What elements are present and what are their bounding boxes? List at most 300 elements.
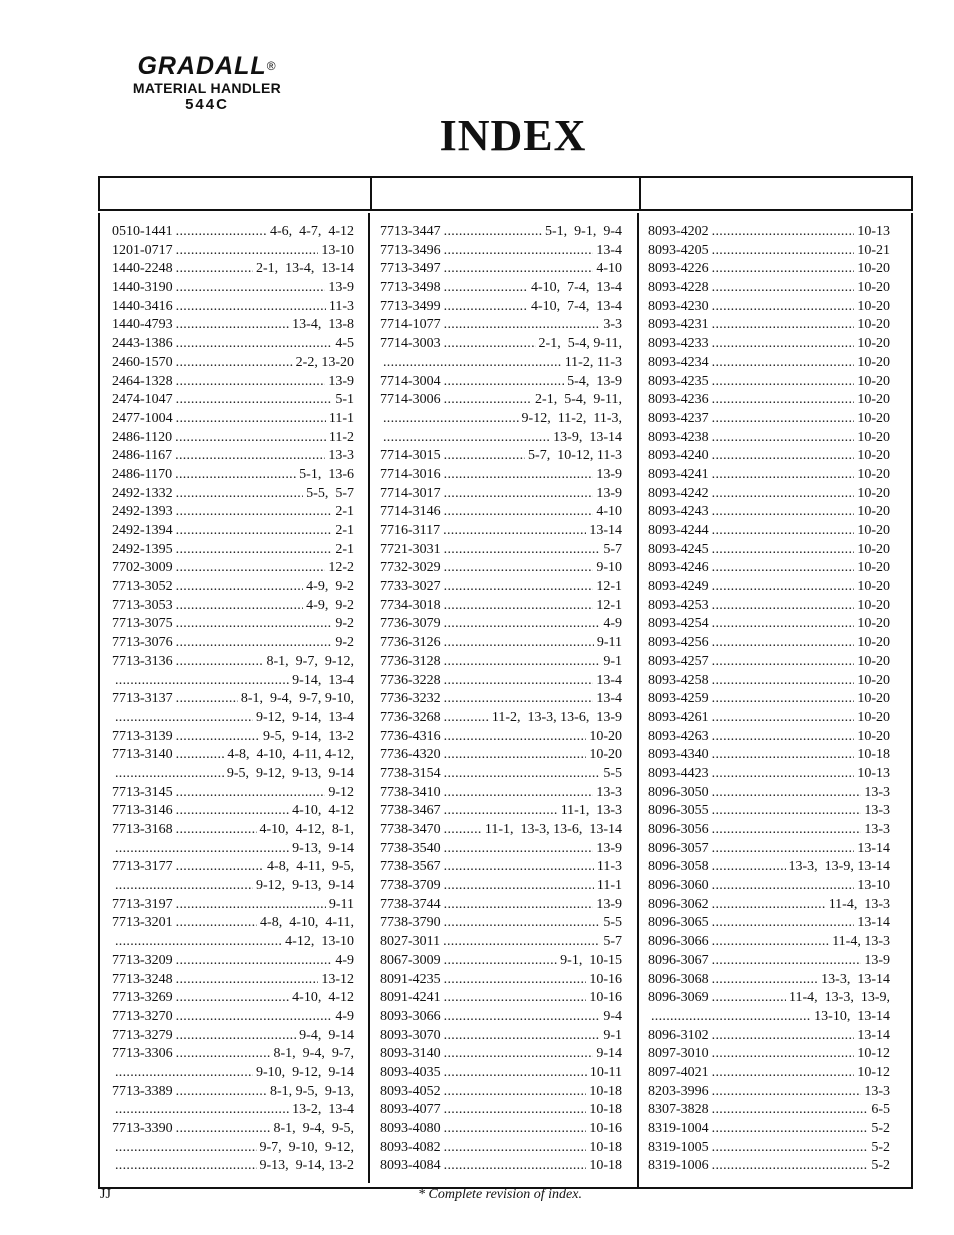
part-number: 7713-3279 <box>112 1027 173 1043</box>
leader-dots <box>176 597 304 616</box>
page-references: 9-7, 9-10, 9-12, <box>259 1139 354 1155</box>
page-references: 5-7, 10-12, 11-3 <box>528 448 622 464</box>
page-references: 10-20 <box>857 336 890 352</box>
page-references: 10-20 <box>857 261 890 277</box>
leader-dots <box>176 485 304 504</box>
leader-dots <box>176 260 253 279</box>
index-entry <box>380 503 622 522</box>
index-entry <box>648 989 890 1008</box>
page-references: 10-20 <box>857 597 890 613</box>
leader-dots <box>444 746 587 765</box>
index-entry <box>380 410 622 429</box>
index-entry <box>380 690 622 709</box>
page-references: 13-3 <box>864 822 890 837</box>
part-number: 7714-3006 <box>380 392 441 408</box>
page-references: 2-1 <box>335 541 354 557</box>
index-entry <box>648 914 890 933</box>
index-entry <box>112 896 354 915</box>
leader-dots <box>444 672 594 691</box>
page-references: 13-3, 13-9, 13-14 <box>788 859 890 875</box>
part-number: 7713-3201 <box>112 915 173 931</box>
page-references: 8-1, 9-5, 9-13, <box>270 1083 354 1099</box>
index-entry <box>380 316 622 335</box>
leader-dots <box>712 223 855 242</box>
part-number: 8093-4258 <box>648 672 709 688</box>
leader-dots <box>444 335 536 354</box>
leader-dots <box>712 653 855 672</box>
index-entry <box>380 447 622 466</box>
part-number: 8093-4242 <box>648 485 709 501</box>
leader-dots <box>444 709 489 728</box>
leader-dots <box>444 541 601 560</box>
page-references: 11-4, 13-3 <box>832 934 890 950</box>
part-number: 8096-3068 <box>648 971 709 987</box>
index-entry <box>112 522 354 541</box>
page-references: 2-1, 13-4, 13-14 <box>256 261 354 277</box>
page-references: 9-11 <box>596 635 622 651</box>
leader-dots <box>176 989 290 1008</box>
leader-dots <box>712 802 862 821</box>
leader-dots <box>383 354 562 373</box>
leader-dots <box>176 373 326 392</box>
leader-dots <box>115 840 289 859</box>
leader-dots <box>712 503 855 522</box>
index-entry <box>380 1101 622 1120</box>
index-entry <box>112 541 354 560</box>
part-number: 8319-1005 <box>648 1139 709 1155</box>
leader-dots <box>176 578 304 597</box>
part-number: 8096-3056 <box>648 822 709 837</box>
part-number: 8093-4080 <box>380 1121 441 1136</box>
part-number: 2486-1120 <box>112 429 173 445</box>
page-references: 4-10, 4-12 <box>292 803 354 819</box>
part-number: 8093-4202 <box>648 224 709 239</box>
page-references: 11-3 <box>328 298 354 314</box>
page-references: 4-8, 4-11, 9-5, <box>267 859 354 875</box>
index-entry <box>380 1064 622 1083</box>
part-number: 8093-4245 <box>648 541 709 557</box>
leader-dots <box>176 802 290 821</box>
index-entry <box>112 1083 354 1102</box>
page-references: 4-8, 4-10, 4-11, <box>260 915 354 931</box>
leader-dots <box>444 279 528 298</box>
part-number: 2486-1167 <box>112 448 173 464</box>
part-number: 7713-3177 <box>112 859 173 875</box>
index-entry <box>112 466 354 485</box>
index-entry <box>380 391 622 410</box>
leader-dots <box>444 858 594 877</box>
page-references: 4-10 <box>596 261 622 277</box>
index-entry <box>112 765 354 784</box>
leader-dots <box>176 541 333 560</box>
page-references: 11-2 <box>328 429 354 445</box>
part-number: 8093-4257 <box>648 653 709 669</box>
index-entry <box>112 971 354 990</box>
leader-dots <box>651 1008 811 1027</box>
index-entry <box>380 466 622 485</box>
part-number: 7713-3306 <box>112 1046 173 1062</box>
index-entry <box>380 354 622 373</box>
index-entry <box>380 765 622 784</box>
leader-dots <box>712 1101 869 1120</box>
leader-dots <box>176 615 333 634</box>
leader-dots <box>176 223 267 242</box>
leader-dots <box>175 447 325 466</box>
index-entry <box>380 933 622 952</box>
index-entry <box>112 821 354 840</box>
page-references: 11-1 <box>328 410 354 426</box>
leader-dots <box>712 522 855 541</box>
leader-dots <box>444 1083 587 1102</box>
page-references: 13-9 <box>596 466 622 482</box>
leader-dots <box>712 1157 869 1176</box>
page-references: 4-9 <box>335 1008 354 1024</box>
page-references: 9-13, 9-14 <box>292 840 354 856</box>
page-references: 6-5 <box>871 1102 890 1118</box>
index-entry <box>112 615 354 634</box>
part-number: 7714-1077 <box>380 317 441 333</box>
part-number: 7738-3410 <box>380 784 441 800</box>
leader-dots <box>444 1157 587 1176</box>
index-entry <box>380 223 622 242</box>
index-entry <box>380 541 622 560</box>
page-references: 10-21 <box>857 242 890 258</box>
part-number: 8096-3055 <box>648 803 709 819</box>
leader-dots <box>444 1027 601 1046</box>
part-number: 1440-3190 <box>112 280 173 296</box>
part-number: 7713-3248 <box>112 971 173 987</box>
page-references: 9-12, 9-14, 13-4 <box>256 709 354 725</box>
part-number: 8096-3062 <box>648 896 709 912</box>
part-number: 7713-3270 <box>112 1008 173 1024</box>
leader-dots <box>444 1101 587 1120</box>
page-references: 13-4 <box>596 672 622 688</box>
leader-dots <box>712 373 855 392</box>
part-number: 7713-3146 <box>112 803 173 819</box>
leader-dots <box>712 765 855 784</box>
index-entry <box>648 746 890 765</box>
page-references: 9-4, 9-14 <box>299 1027 354 1043</box>
page-references: 10-20 <box>857 653 890 669</box>
leader-dots <box>712 298 855 317</box>
page-references: 4-9 <box>603 616 622 632</box>
leader-dots <box>444 223 542 242</box>
page-references: 13-10 <box>857 878 890 894</box>
index-entry <box>112 373 354 392</box>
part-number: 7714-3016 <box>380 466 441 482</box>
index-entry <box>648 896 890 915</box>
index-entry <box>648 1157 890 1176</box>
index-entry <box>380 1083 622 1102</box>
leader-dots <box>712 429 855 448</box>
page-references: 10-20 <box>857 672 890 688</box>
leader-dots <box>176 354 293 373</box>
part-number: 8093-4241 <box>648 466 709 482</box>
page-references: 5-4, 13-9 <box>567 373 622 389</box>
index-entry <box>648 653 890 672</box>
leader-dots <box>712 989 786 1008</box>
page-references: 9-12, 9-13, 9-14 <box>256 878 354 894</box>
index-entry <box>648 784 890 803</box>
leader-dots <box>444 802 558 821</box>
index-entry <box>380 485 622 504</box>
index-entry <box>648 1045 890 1064</box>
index-entry <box>648 373 890 392</box>
page-references: 5-1, 13-6 <box>299 466 354 482</box>
page-references: 13-10 <box>321 242 354 258</box>
leader-dots <box>176 279 326 298</box>
index-entry <box>112 1045 354 1064</box>
index-entry <box>112 503 354 522</box>
index-entry <box>648 503 890 522</box>
page-references: 13-4 <box>596 242 622 258</box>
part-number: 7721-3031 <box>380 541 441 557</box>
page-references: 5-7 <box>603 541 622 557</box>
index-entry <box>648 242 890 261</box>
page-references: 11-1 <box>596 878 622 894</box>
page-references: 9-2 <box>335 635 354 651</box>
leader-dots <box>444 877 594 896</box>
leader-dots <box>444 298 528 317</box>
index-entry <box>648 971 890 990</box>
index-entry <box>112 316 354 335</box>
part-number: 7736-3232 <box>380 691 441 707</box>
page-references: 2-2, 13-20 <box>295 354 354 370</box>
index-entry <box>648 1083 890 1102</box>
index-entry <box>380 578 622 597</box>
leader-dots <box>712 316 855 335</box>
page-references: 10-20 <box>857 448 890 464</box>
part-number: 7736-3126 <box>380 635 441 651</box>
part-number: 7714-3146 <box>380 504 441 520</box>
page-references: 9-1 <box>603 1027 622 1043</box>
leader-dots <box>712 952 862 971</box>
page-references: 13-9 <box>596 896 622 912</box>
index-entry <box>112 447 354 466</box>
index-entry <box>380 1045 622 1064</box>
leader-dots <box>176 821 257 840</box>
leader-dots <box>712 1027 855 1046</box>
page-references: 10-20 <box>857 635 890 651</box>
part-number: 8096-3058 <box>648 859 709 875</box>
part-number: 8093-4259 <box>648 691 709 707</box>
index-entry <box>112 223 354 242</box>
part-number: 8027-3011 <box>380 934 441 950</box>
part-number: 7713-3076 <box>112 635 173 651</box>
part-number: 8093-4249 <box>648 579 709 595</box>
leader-dots <box>712 914 855 933</box>
index-entry <box>648 1027 890 1046</box>
index-entry <box>112 914 354 933</box>
leader-dots <box>115 765 224 784</box>
page-references: 10-20 <box>857 523 890 538</box>
page-references: 8-1, 9-4, 9-7, 9-10, <box>240 691 354 707</box>
part-number: 8093-4228 <box>648 280 709 296</box>
leader-dots <box>712 335 855 354</box>
part-number: 8093-4234 <box>648 354 709 370</box>
part-number: 8093-4256 <box>648 635 709 651</box>
leader-dots <box>712 1045 855 1064</box>
leader-dots <box>176 410 326 429</box>
leader-dots <box>712 672 855 691</box>
part-number: 8093-4205 <box>648 242 709 258</box>
page-references: 9-5, 9-14, 13-2 <box>263 728 354 744</box>
index-entry <box>648 858 890 877</box>
page-references: 10-20 <box>857 392 890 408</box>
index-entry <box>380 877 622 896</box>
index-entry <box>112 242 354 261</box>
part-number: 8093-4231 <box>648 317 709 333</box>
page-references: 4-12, 13-10 <box>285 934 354 950</box>
part-number: 8096-3066 <box>648 934 709 950</box>
part-number: 2486-1170 <box>112 466 173 482</box>
leader-dots <box>175 429 326 448</box>
leader-dots <box>712 746 855 765</box>
page-references: 10-20 <box>857 373 890 389</box>
page-references: 10-20 <box>857 504 890 520</box>
page-references: 5-2 <box>871 1121 890 1136</box>
index-entry <box>112 559 354 578</box>
leader-dots <box>176 858 264 877</box>
part-number: 7736-4320 <box>380 747 441 763</box>
index-entry <box>648 354 890 373</box>
index-entry <box>380 373 622 392</box>
part-number: 0510-1441 <box>112 224 173 239</box>
part-number: 7702-3009 <box>112 560 173 576</box>
page-references: 4-9, 9-2 <box>306 597 354 613</box>
leader-dots <box>712 1083 862 1102</box>
index-entry <box>112 1064 354 1083</box>
part-number: 8093-4240 <box>648 448 709 464</box>
index-entry <box>380 1157 622 1176</box>
index-entry <box>648 709 890 728</box>
leader-dots <box>444 260 594 279</box>
part-number: 8093-4084 <box>380 1158 441 1174</box>
index-entry <box>648 316 890 335</box>
part-number: 7713-3137 <box>112 691 173 707</box>
page-references: 8-1, 9-4, 9-5, <box>273 1121 354 1136</box>
page-references: 5-2 <box>871 1158 890 1174</box>
index-entry <box>112 1101 354 1120</box>
leader-dots <box>712 541 855 560</box>
index-column-2 <box>380 223 622 1176</box>
part-number: 2492-1332 <box>112 485 173 501</box>
page-references: 11-1, 13-3, 13-6, 13-14 <box>484 822 622 837</box>
page-references: 10-20 <box>857 298 890 314</box>
page-references: 13-3 <box>864 784 890 800</box>
part-number: 7738-3470 <box>380 822 441 837</box>
leader-dots <box>176 653 264 672</box>
page-references: 10-12 <box>857 1064 890 1080</box>
page-references: 10-20 <box>857 410 890 426</box>
page-references: 8-1, 9-4, 9-7, <box>273 1046 354 1062</box>
page-references: 2-1 <box>335 504 354 520</box>
leader-dots <box>444 896 594 915</box>
page-references: 10-20 <box>857 728 890 744</box>
index-entry <box>648 933 890 952</box>
part-number: 8093-4230 <box>648 298 709 314</box>
part-number: 7713-3139 <box>112 728 173 744</box>
index-entry <box>648 765 890 784</box>
part-number: 7713-3389 <box>112 1083 173 1099</box>
part-number: 7713-3499 <box>380 298 441 314</box>
index-entry <box>648 877 890 896</box>
leader-dots <box>444 840 594 859</box>
page-references: 13-12 <box>321 971 354 987</box>
index-entry <box>112 1139 354 1158</box>
header-divider <box>639 178 641 209</box>
part-number: 8093-3140 <box>380 1046 441 1062</box>
model-number: 544C <box>185 96 229 113</box>
index-entry <box>380 896 622 915</box>
leader-dots <box>712 279 855 298</box>
part-number: 8093-4237 <box>648 410 709 426</box>
part-number: 7713-3209 <box>112 952 173 968</box>
index-entry <box>648 260 890 279</box>
index-entry <box>648 485 890 504</box>
page-references: 2-1 <box>335 523 354 538</box>
index-entry <box>112 1157 354 1176</box>
brand-name: GRADALL® <box>137 52 277 80</box>
part-number: 8093-4226 <box>648 261 709 277</box>
page-references: 10-20 <box>857 691 890 707</box>
index-entry <box>380 1008 622 1027</box>
part-number: 8093-4077 <box>380 1102 441 1118</box>
leader-dots <box>712 242 855 261</box>
page-references: 3-3 <box>603 317 622 333</box>
page-references: 9-13, 9-14, 13-2 <box>259 1158 354 1174</box>
index-entry <box>380 840 622 859</box>
page-references: 2-1, 5-4, 9-11, <box>535 392 622 408</box>
part-number: 7713-3390 <box>112 1121 173 1136</box>
index-entry <box>112 279 354 298</box>
index-entry <box>380 653 622 672</box>
page-references: 10-11 <box>589 1064 622 1080</box>
part-number: 7713-3496 <box>380 242 441 258</box>
page-references: 10-13 <box>857 765 890 781</box>
leader-dots <box>115 672 289 691</box>
index-entry <box>380 335 622 354</box>
leader-dots <box>444 503 594 522</box>
index-entry <box>112 802 354 821</box>
leader-dots <box>444 466 594 485</box>
part-number: 8097-3010 <box>648 1046 709 1062</box>
page-references: 10-20 <box>589 728 622 744</box>
leader-dots <box>712 447 855 466</box>
part-number: 8096-3057 <box>648 840 709 856</box>
part-number: 7713-3053 <box>112 597 173 613</box>
part-number: 7738-3540 <box>380 840 441 856</box>
page-references: 5-5 <box>603 915 622 931</box>
page-references: 10-20 <box>857 616 890 632</box>
index-entry <box>380 1027 622 1046</box>
part-number: 8091-4235 <box>380 971 441 987</box>
part-number: 7732-3029 <box>380 560 441 576</box>
part-number: 8093-4035 <box>380 1064 441 1080</box>
index-entry <box>648 821 890 840</box>
leader-dots <box>712 877 855 896</box>
leader-dots <box>444 971 587 990</box>
leader-dots <box>712 896 826 915</box>
part-number: 8096-3067 <box>648 952 709 968</box>
leader-dots <box>176 896 326 915</box>
page-references: 10-16 <box>589 990 622 1006</box>
part-number: 8096-3102 <box>648 1027 709 1043</box>
leader-dots <box>175 466 296 485</box>
page-references: 9-10 <box>596 560 622 576</box>
part-number: 8093-4244 <box>648 523 709 538</box>
leader-dots <box>176 971 319 990</box>
